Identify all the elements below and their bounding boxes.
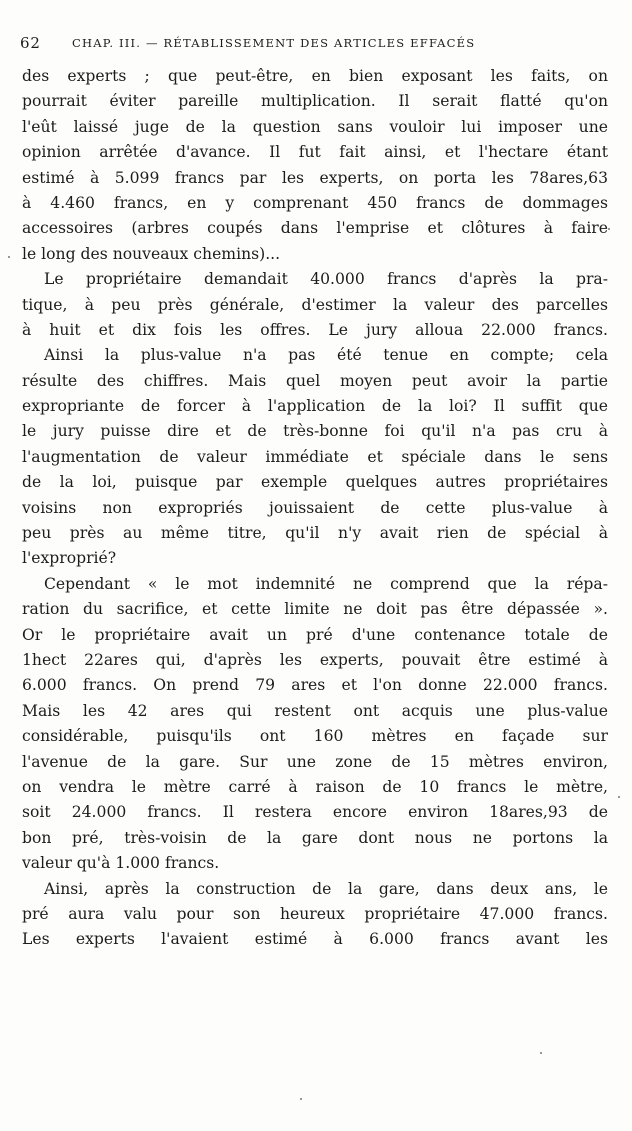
text-line: Ainsi la plus-value n'a pas été tenue en compte; cela	[44, 346, 608, 365]
text-line: Cependant « le mot indemnité ne comprend que la répa-	[44, 574, 608, 593]
text-line: le long des nouveaux chemins)...	[22, 244, 281, 263]
text-line: voisins non expropriés jouissaient de cette plus-value à	[22, 498, 608, 517]
running-title: CHAP. III. — RÉTABLISSEMENT DES ARTICLES EFFACÉS	[72, 36, 476, 50]
scan-speckle	[618, 796, 620, 798]
text-line: peu près au même titre, qu'il n'y avait rien de spécial à	[22, 524, 608, 543]
paragraph	[22, 64, 608, 267]
text-line: ration du sacrifice, et cette limite ne doit pas être dépassée ».	[22, 600, 608, 619]
text-line: des experts ; que peut-être, en bien exposant les faits, on	[22, 67, 608, 85]
running-header	[20, 34, 612, 56]
text-line: opinion arrêtée d'avance. Il fut fait ainsi, et l'hectare étant	[22, 143, 608, 162]
text-line: résulte des chiffres. Mais quel moyen peut avoir la partie	[22, 371, 608, 390]
text-line: on vendra le mètre carré à raison de 10 francs le mètre,	[22, 777, 608, 796]
paragraph	[22, 877, 608, 953]
text-line: pré aura valu pour son heureux propriétaire 47.000 francs.	[22, 904, 608, 923]
text-line: à 4.460 francs, en y comprenant 450 francs de dommages	[22, 193, 608, 212]
paragraph	[22, 572, 608, 877]
text-line: Or le propriétaire avait un pré d'une contenance totale de	[22, 625, 608, 644]
page-number: 62	[20, 34, 41, 52]
text-line: tique, à peu près générale, d'estimer la valeur des parcelles	[22, 295, 608, 314]
text-line: le jury puisse dire et de très-bonne foi qu'il n'a pas cru à	[22, 422, 608, 441]
text-line: Le propriétaire demandait 40.000 francs d'après la pra-	[44, 270, 608, 289]
text-line: expropriante de forcer à l'application de la loi? Il suffit que	[22, 397, 608, 416]
text-line: pourrait éviter pareille multiplication. Il serait flatté qu'on	[22, 92, 608, 111]
scan-speckle	[608, 228, 610, 230]
text-line: 6.000 francs. On prend 79 ares et l'on donne 22.000 francs.	[22, 676, 608, 695]
text-line: de la loi, puisque par exemple quelques autres propriétaires	[22, 473, 608, 492]
text-line: 1hect 22ares qui, d'après les experts, pouvait être estimé à	[22, 650, 608, 669]
text-line: Mais les 42 ares qui restent ont acquis une plus-value	[22, 701, 608, 720]
text-line: accessoires (arbres coupés dans l'emprise et clôtures à faire	[22, 219, 608, 238]
scan-speckle	[300, 1098, 302, 1100]
paragraph	[22, 343, 608, 572]
text-line: à huit et dix fois les offres. Le jury alloua 22.000 francs.	[22, 320, 608, 339]
text-line: Les experts l'avaient estimé à 6.000 francs avant les	[22, 930, 608, 949]
text-line: l'exproprié?	[22, 549, 117, 568]
text-line: considérable, puisqu'ils ont 160 mètres en façade sur	[22, 727, 608, 746]
paragraph	[22, 267, 608, 343]
scan-speckle	[8, 256, 10, 258]
scan-speckle	[540, 1052, 542, 1054]
text-line: Ainsi, après la construction de la gare, dans deux ans, le	[44, 879, 608, 898]
text-line: bon pré, très-voisin de la gare dont nous ne portons la	[22, 828, 608, 847]
text-line: l'augmentation de valeur immédiate et spéciale dans le sens	[22, 447, 608, 466]
body-text	[22, 64, 608, 953]
text-line: soit 24.000 francs. Il restera encore environ 18ares,93 de	[22, 803, 608, 822]
text-line: l'avenue de la gare. Sur une zone de 15 mètres environ,	[22, 752, 608, 771]
text-line: estimé à 5.099 francs par les experts, on porta les 78ares,63	[22, 168, 608, 187]
text-line: l'eût laissé juge de la question sans vouloir lui imposer une	[22, 117, 608, 136]
text-line: valeur qu'à 1.000 francs.	[22, 854, 220, 873]
